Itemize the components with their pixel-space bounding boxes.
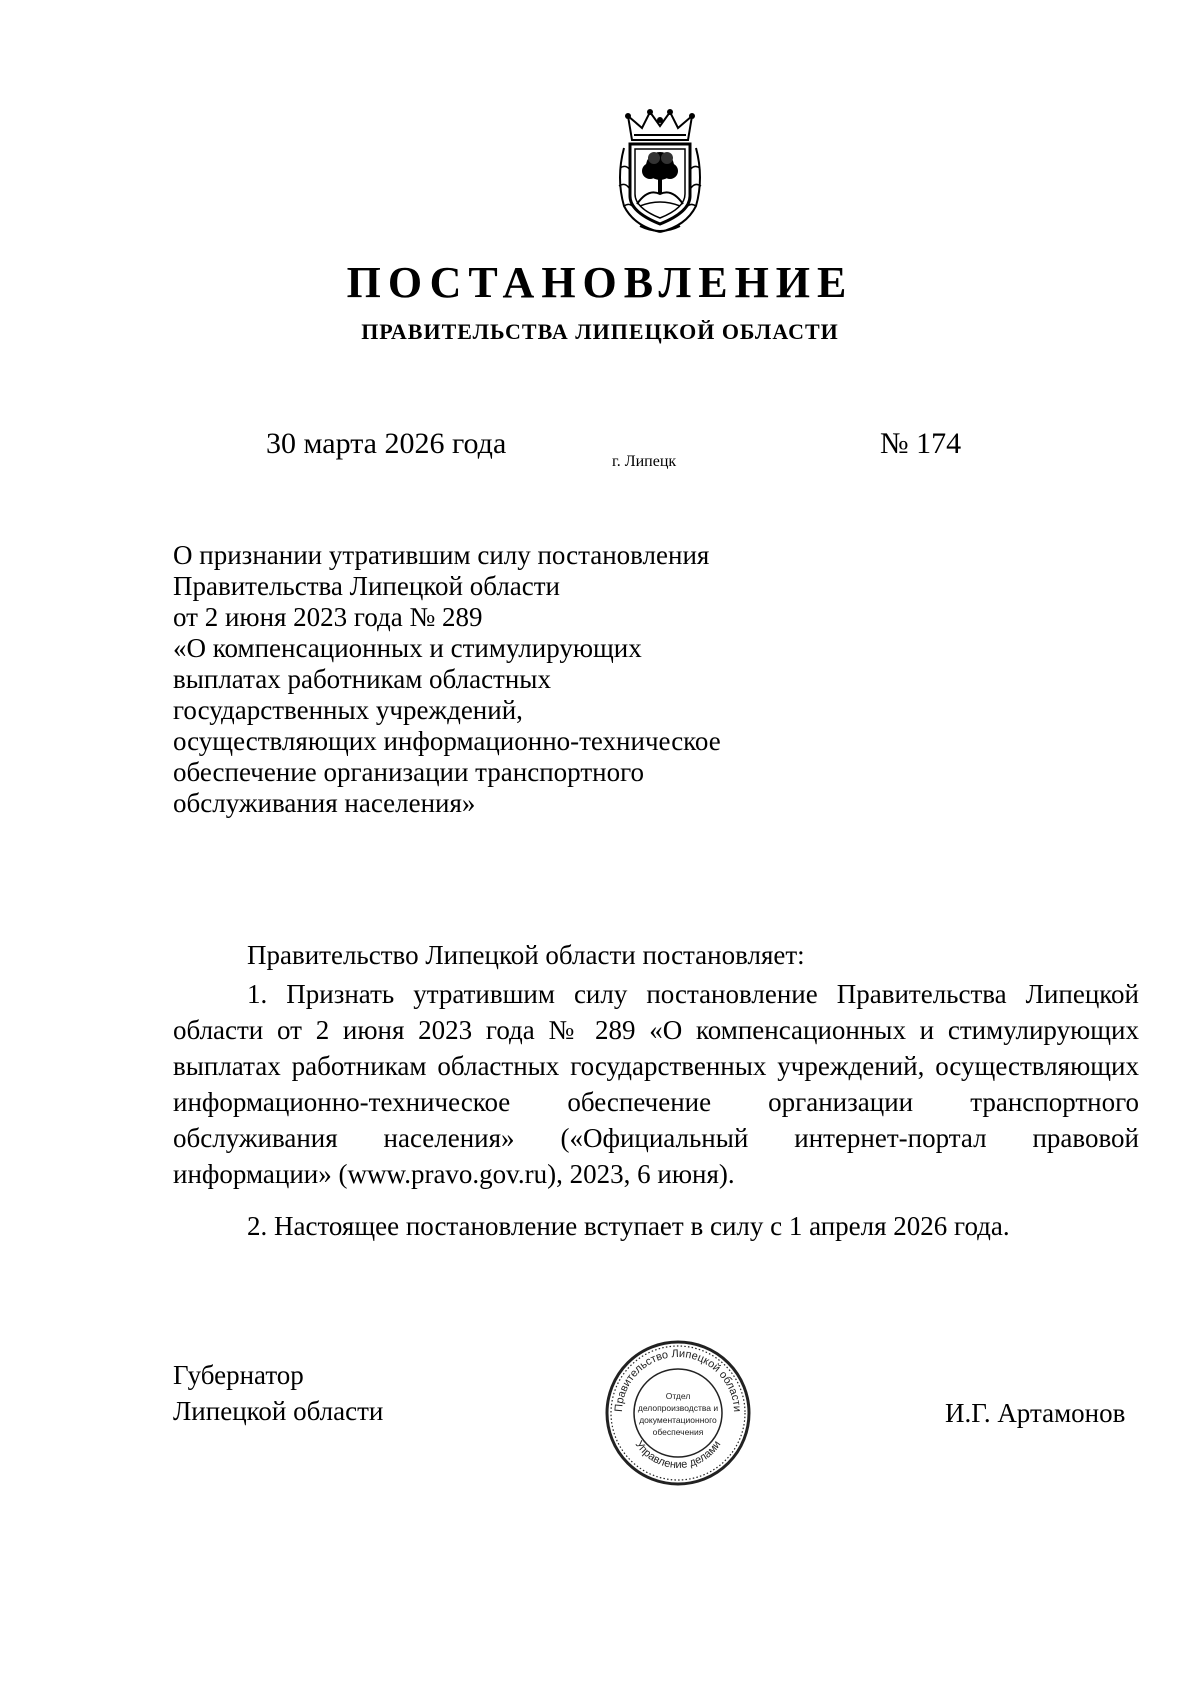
stamp-ring-bottom-text: Управление делами xyxy=(632,1438,724,1472)
document-city: г. Липецк xyxy=(612,453,677,470)
subject-line: государственных учреждений, xyxy=(173,695,523,725)
signatory-position xyxy=(173,1357,383,1429)
resolution-item-2: 2. Настоящее постановление вступает в силу с 1 апреля 2026 года. xyxy=(247,1211,1010,1241)
stamp-graphic xyxy=(603,1338,753,1488)
subject-line: обслуживания населения» xyxy=(173,788,476,818)
signatory-position-line: Губернатор xyxy=(173,1360,304,1390)
stamp-center-line: Отдел xyxy=(665,1391,691,1401)
official-stamp xyxy=(603,1338,753,1488)
document-date: 30 марта 2026 года xyxy=(266,427,507,460)
subject-line: осуществляющих информационно-техническое xyxy=(173,726,721,756)
signatory-position-line: Липецкой области xyxy=(173,1396,384,1426)
signatory-name: И.Г. Артамонов xyxy=(945,1398,1126,1428)
issuer-name: ПРАВИТЕЛЬСТВА ЛИПЕЦКОЙ ОБЛАСТИ xyxy=(361,319,839,344)
document-number: № 174 xyxy=(880,427,962,460)
document-subject xyxy=(173,540,873,819)
stamp-center-line: делопроизводства и xyxy=(637,1403,719,1413)
preamble: Правительство Липецкой области постановляет: xyxy=(247,940,805,970)
document-title: ПОСТАНОВЛЕНИЕ xyxy=(346,258,854,307)
subject-line: выплатах работникам областных xyxy=(173,664,551,694)
stamp-center-line: документационного xyxy=(639,1415,717,1425)
subject-line: «О компенсационных и стимулирующих xyxy=(173,633,642,663)
stamp-center-line: обеспечения xyxy=(652,1427,704,1437)
coat-of-arms-icon xyxy=(610,108,710,238)
stamp-ring-top-text: Правительство Липецкой области xyxy=(612,1347,744,1413)
subject-line: О признании утратившим силу постановления xyxy=(173,540,710,570)
subject-line: обеспечение организации транспортного xyxy=(173,757,644,787)
subject-line: от 2 июня 2023 года № 289 xyxy=(173,602,483,632)
resolution-item-1: 1. Признать утратившим силу постановление Правительства Липецкой области от 2 июня 2023 года № 289 «О компенсационных и стимулирующих выплатах работникам областных государственных учреждений, осуществляющих информационно-техническое обеспечение организации транспортного обслуживания населения» («Официальный интернет-портал правовой информации» (www.pravo.gov.ru), 2023, 6 июня). xyxy=(173,979,1139,1189)
subject-line: Правительства Липецкой области xyxy=(173,571,561,601)
